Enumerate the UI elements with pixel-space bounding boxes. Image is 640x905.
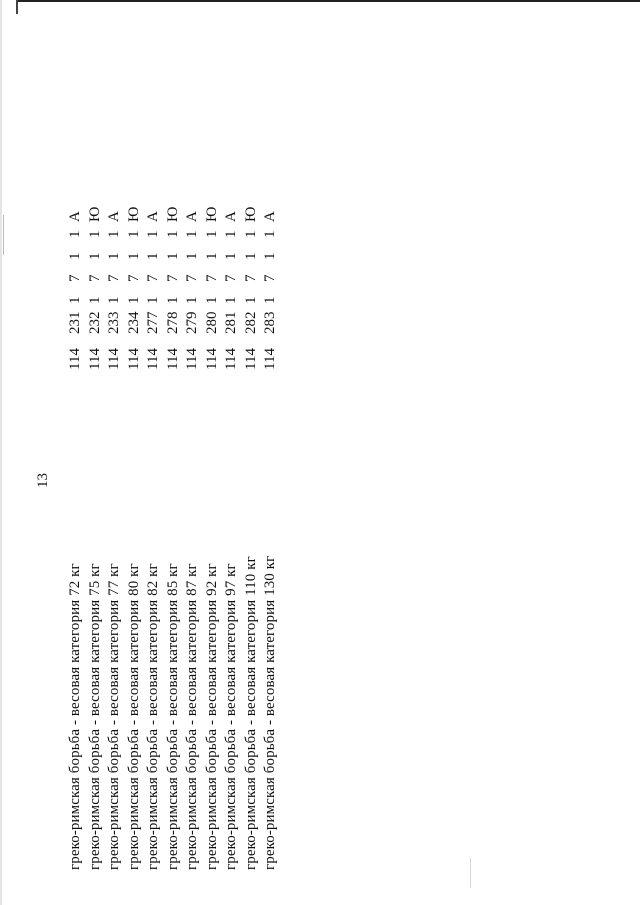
- code-part: 234: [125, 311, 142, 334]
- code-part: 114: [125, 348, 142, 370]
- code-part: 1: [106, 252, 122, 260]
- row-label: греко-римская борьба - весовая категория 80 кг: [125, 563, 142, 870]
- code-part: 1: [86, 230, 103, 238]
- code-part: 7: [86, 274, 103, 282]
- code-part: 1: [145, 230, 161, 238]
- code-part: 1: [184, 252, 200, 260]
- row-code: [85, 202, 105, 370]
- code-part: 281: [223, 311, 239, 334]
- row-label: греко-римская борьба - весовая категория 77 кг: [106, 563, 122, 870]
- code-part: 1: [223, 252, 239, 260]
- code-part: 1: [242, 230, 259, 238]
- code-part: 1: [184, 296, 200, 304]
- code-part: 1: [67, 252, 83, 260]
- code-part: 1: [223, 296, 239, 304]
- code-part: 1: [184, 230, 200, 238]
- rotated-page-content: [35, 90, 285, 870]
- code-part: Ю: [203, 206, 220, 222]
- code-part: 278: [164, 311, 181, 334]
- code-part: 114: [242, 348, 259, 370]
- code-part: 1: [164, 252, 181, 260]
- row-label: греко-римская борьба - весовая категория 97 кг: [223, 563, 239, 870]
- code-part: 114: [106, 348, 122, 370]
- code-part: 1: [203, 296, 220, 304]
- row-code: [221, 202, 241, 370]
- code-part: 277: [145, 311, 161, 334]
- code-part: 1: [106, 230, 122, 238]
- code-part: 1: [86, 296, 103, 304]
- page-number: 13: [35, 473, 51, 488]
- code-part: 7: [242, 274, 259, 282]
- table-row: [85, 202, 105, 870]
- code-part: 1: [125, 252, 142, 260]
- code-part: 1: [67, 296, 83, 304]
- row-code: [260, 202, 280, 370]
- scan-bottom-mark: [470, 858, 471, 888]
- code-part: А: [67, 211, 83, 222]
- code-part: 114: [184, 348, 200, 370]
- code-part: 233: [106, 311, 122, 334]
- code-part: 1: [223, 230, 239, 238]
- row-code: [65, 202, 85, 370]
- table-row: [182, 202, 202, 870]
- row-code: [182, 202, 202, 370]
- code-part: 282: [242, 311, 259, 334]
- code-part: 114: [145, 348, 161, 370]
- code-part: 1: [145, 296, 161, 304]
- row-label: греко-римская борьба - весовая категория 75 кг: [86, 563, 103, 870]
- code-part: 1: [203, 252, 220, 260]
- code-part: 1: [67, 230, 83, 238]
- table-row: [65, 202, 85, 870]
- code-part: 1: [262, 230, 278, 238]
- row-code: [241, 202, 261, 370]
- code-part: 114: [67, 348, 83, 370]
- code-part: 1: [145, 252, 161, 260]
- code-part: 1: [242, 252, 259, 260]
- table-row: [241, 202, 261, 870]
- code-part: А: [262, 211, 278, 222]
- table-row: [104, 202, 124, 870]
- row-label: греко-римская борьба - весовая категория 130 кг: [262, 555, 278, 870]
- code-part: 1: [164, 230, 181, 238]
- code-part: 1: [203, 230, 220, 238]
- code-part: 7: [164, 274, 181, 282]
- row-label: греко-римская борьба - весовая категория 85 кг: [164, 563, 181, 870]
- code-part: 1: [125, 230, 142, 238]
- code-part: 7: [106, 274, 122, 282]
- code-part: 7: [125, 274, 142, 282]
- row-code: [163, 202, 183, 370]
- code-part: 7: [184, 274, 200, 282]
- code-part: 7: [145, 274, 161, 282]
- code-part: 114: [86, 348, 103, 370]
- code-part: 7: [262, 274, 278, 282]
- code-part: 1: [106, 296, 122, 304]
- code-part: 283: [262, 311, 278, 334]
- code-part: 231: [67, 311, 83, 334]
- row-code: [143, 202, 163, 370]
- code-part: А: [145, 211, 161, 222]
- code-part: 1: [262, 252, 278, 260]
- table-row: [143, 202, 163, 870]
- table-row: [202, 202, 222, 870]
- code-part: 7: [67, 274, 83, 282]
- table-row: [221, 202, 241, 870]
- code-part: 1: [125, 296, 142, 304]
- row-label: греко-римская борьба - весовая категория 72 кг: [67, 563, 83, 870]
- code-part: Ю: [164, 206, 181, 222]
- scan-top-edge: [18, 0, 640, 2]
- code-part: А: [184, 211, 200, 222]
- code-part: 232: [86, 311, 103, 334]
- code-part: 1: [164, 296, 181, 304]
- scan-margin-mark: [3, 215, 4, 255]
- scan-corner-tick: [16, 0, 18, 14]
- code-part: 114: [164, 348, 181, 370]
- code-part: Ю: [125, 206, 142, 222]
- row-label: греко-римская борьба - весовая категория 87 кг: [184, 563, 200, 870]
- code-part: 114: [203, 348, 220, 370]
- code-part: Ю: [242, 206, 259, 222]
- code-part: 114: [223, 348, 239, 370]
- scan-left-edge: [0, 0, 2, 905]
- table-row: [163, 202, 183, 870]
- code-part: 114: [262, 348, 278, 370]
- code-part: 1: [262, 296, 278, 304]
- table-row: [260, 202, 280, 870]
- row-label: греко-римская борьба - весовая категория 92 кг: [203, 563, 220, 870]
- code-part: 280: [203, 311, 220, 334]
- row-code: [202, 202, 222, 370]
- code-part: А: [106, 211, 122, 222]
- row-label: греко-римская борьба - весовая категория 82 кг: [145, 563, 161, 870]
- code-part: 7: [223, 274, 239, 282]
- code-part: 1: [86, 252, 103, 260]
- code-part: 279: [184, 311, 200, 334]
- row-code: [104, 202, 124, 370]
- table-row: [124, 202, 144, 870]
- row-label: греко-римская борьба - весовая категория 110 кг: [242, 556, 259, 870]
- row-code: [124, 202, 144, 370]
- code-part: А: [223, 211, 239, 222]
- code-part: 7: [203, 274, 220, 282]
- code-part: 1: [242, 296, 259, 304]
- code-part: Ю: [86, 206, 103, 222]
